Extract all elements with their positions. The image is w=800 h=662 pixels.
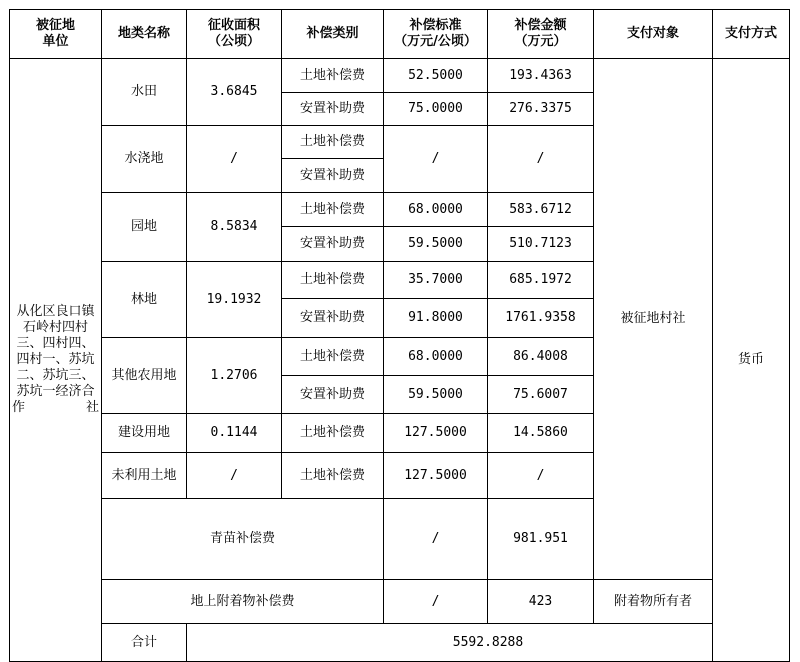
area-cell: 8.5834 <box>187 193 282 262</box>
standard-cell: 127.5000 <box>384 453 488 499</box>
amount-cell: 75.6007 <box>488 376 594 414</box>
standard-cell: 75.0000 <box>384 93 488 126</box>
amount-cell: 510.7123 <box>488 227 594 262</box>
table-row <box>10 59 790 93</box>
header-amount: 补偿金额 （万元） <box>488 10 594 59</box>
crops-standard: / <box>384 499 488 580</box>
attachments-label: 地上附着物补偿费 <box>102 580 384 624</box>
standard-cell: 91.8000 <box>384 299 488 338</box>
amount-cell: 1761.9358 <box>488 299 594 338</box>
header-unit: 被征地 单位 <box>10 10 102 59</box>
category-cell: 土地补偿费 <box>282 193 384 227</box>
header-row <box>10 10 790 59</box>
amount-cell: 276.3375 <box>488 93 594 126</box>
expropriated-unit-cell: 从化区良口镇石岭村四村三、四村四、四村一、苏坑二、苏坑三、苏坑一经济合作社 <box>10 59 102 662</box>
amount-cell: 583.6712 <box>488 193 594 227</box>
standard-cell: 59.5000 <box>384 227 488 262</box>
compensation-table <box>9 9 790 662</box>
header-method: 支付方式 <box>713 10 790 59</box>
category-cell: 土地补偿费 <box>282 453 384 499</box>
category-cell: 土地补偿费 <box>282 338 384 376</box>
category-cell: 安置补助费 <box>282 227 384 262</box>
standard-cell: / <box>384 126 488 193</box>
attachments-amount: 423 <box>488 580 594 624</box>
crops-label: 青苗补偿费 <box>102 499 384 580</box>
area-cell: / <box>187 453 282 499</box>
area-cell: / <box>187 126 282 193</box>
attachments-standard: / <box>384 580 488 624</box>
standard-cell: 52.5000 <box>384 59 488 93</box>
land-type-cell: 水田 <box>102 59 187 126</box>
land-type-cell: 未利用土地 <box>102 453 187 499</box>
header-area: 征收面积 （公顷） <box>187 10 282 59</box>
payment-method-cell: 货币 <box>713 59 790 662</box>
attachments-payee: 附着物所有者 <box>594 580 713 624</box>
category-cell: 土地补偿费 <box>282 414 384 453</box>
header-standard: 补偿标准 （万元/公顷） <box>384 10 488 59</box>
standard-cell: 59.5000 <box>384 376 488 414</box>
category-cell: 安置补助费 <box>282 93 384 126</box>
header-land-type: 地类名称 <box>102 10 187 59</box>
total-value: 5592.8288 <box>187 624 790 662</box>
amount-cell: 193.4363 <box>488 59 594 93</box>
attachments-row <box>10 580 790 624</box>
standard-cell: 68.0000 <box>384 193 488 227</box>
area-cell: 1.2706 <box>187 338 282 414</box>
amount-cell: / <box>488 126 594 193</box>
category-cell: 安置补助费 <box>282 159 384 193</box>
amount-cell: 86.4008 <box>488 338 594 376</box>
land-type-cell: 水浇地 <box>102 126 187 193</box>
category-cell: 土地补偿费 <box>282 262 384 299</box>
category-cell: 安置补助费 <box>282 299 384 338</box>
total-row <box>10 624 790 662</box>
category-cell: 土地补偿费 <box>282 59 384 93</box>
standard-cell: 127.5000 <box>384 414 488 453</box>
land-type-cell: 其他农用地 <box>102 338 187 414</box>
area-cell: 0.1144 <box>187 414 282 453</box>
standard-cell: 68.0000 <box>384 338 488 376</box>
amount-cell: 685.1972 <box>488 262 594 299</box>
crops-amount: 981.951 <box>488 499 594 580</box>
total-label: 合计 <box>102 624 187 662</box>
standard-cell: 35.7000 <box>384 262 488 299</box>
amount-cell: / <box>488 453 594 499</box>
category-cell: 安置补助费 <box>282 376 384 414</box>
header-payee: 支付对象 <box>594 10 713 59</box>
amount-cell: 14.5860 <box>488 414 594 453</box>
payee-main-cell: 被征地村社 <box>594 59 713 580</box>
land-type-cell: 建设用地 <box>102 414 187 453</box>
land-type-cell: 林地 <box>102 262 187 338</box>
land-type-cell: 园地 <box>102 193 187 262</box>
category-cell: 土地补偿费 <box>282 126 384 159</box>
area-cell: 19.1932 <box>187 262 282 338</box>
header-comp-category: 补偿类别 <box>282 10 384 59</box>
area-cell: 3.6845 <box>187 59 282 126</box>
